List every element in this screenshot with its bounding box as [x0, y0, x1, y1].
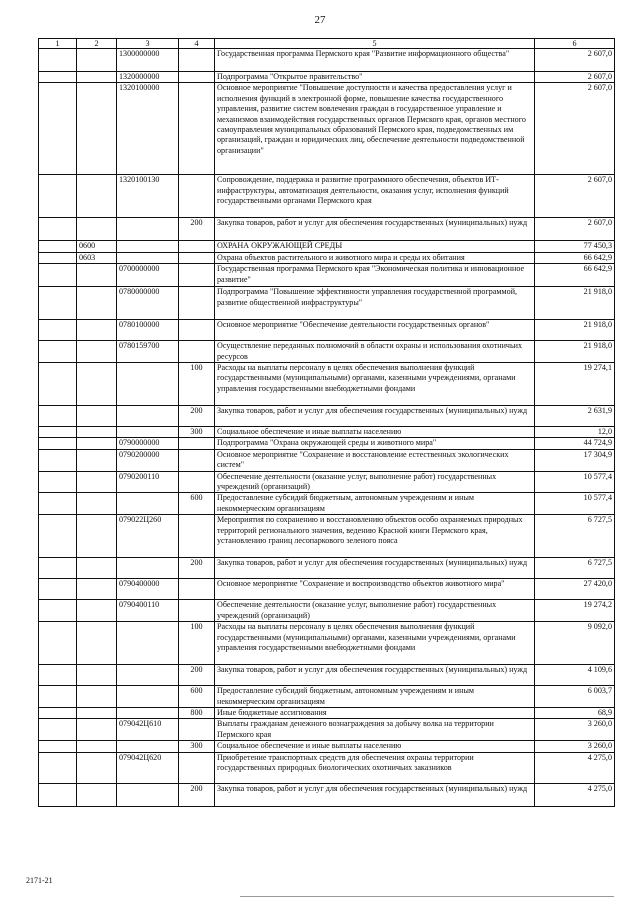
- table-row: [39, 741, 615, 752]
- cell-amount: 3 260,0: [535, 719, 615, 741]
- table-row: [39, 622, 615, 665]
- cell-expense-type: [179, 752, 215, 783]
- cell-target-code: [117, 622, 179, 665]
- cell-target-code: [117, 493, 179, 515]
- cell-name: Государственная программа Пермского края "Развитие информационного общества": [215, 49, 535, 72]
- bottom-rule: [240, 896, 614, 897]
- cell-amount: 4 109,6: [535, 665, 615, 686]
- cell-expense-type: [179, 438, 215, 449]
- table-row: [39, 783, 615, 806]
- cell-col1: [39, 264, 77, 287]
- cell-name: Социальное обеспечение и иные выплаты населению: [215, 741, 535, 752]
- cell-expense-type: [179, 341, 215, 363]
- column-header-row: [39, 39, 615, 49]
- cell-target-code: 079042Ц620: [117, 752, 179, 783]
- cell-amount: 2 607,0: [535, 218, 615, 241]
- cell-amount: 66 642,9: [535, 264, 615, 287]
- cell-col1: [39, 175, 77, 218]
- cell-expense-type: 100: [179, 622, 215, 665]
- cell-amount: 6 727,5: [535, 558, 615, 579]
- cell-expense-type: [179, 719, 215, 741]
- cell-target-code: 1320000000: [117, 72, 179, 83]
- table-row: [39, 438, 615, 449]
- table-row: [39, 427, 615, 438]
- table-row: [39, 83, 615, 175]
- cell-target-code: 0790200110: [117, 471, 179, 493]
- cell-target-code: [117, 241, 179, 252]
- cell-name: Социальное обеспечение и иные выплаты населению: [215, 427, 535, 438]
- table-row: [39, 241, 615, 252]
- table-row: [39, 493, 615, 515]
- cell-expense-type: 100: [179, 363, 215, 406]
- table-row: [39, 515, 615, 558]
- cell-amount: 44 724,9: [535, 438, 615, 449]
- cell-name: Основное мероприятие "Повышение доступности и качества предоставления услуг и исполнения функций в электронной форме, повышение качества государственного управления, развитие систем вовлечения граждан в государственное управление и механизмов взаимодействия государственных органов Пермского края, органов местного самоуправления муниципальных образований Пермского края, подведомственных им организаций, граждан и юридических лиц, обеспечение деятельности подведомственной организации": [215, 83, 535, 175]
- cell-expense-type: 200: [179, 218, 215, 241]
- column-header: 4: [179, 39, 215, 49]
- cell-section: [77, 741, 117, 752]
- cell-section: [77, 83, 117, 175]
- cell-col1: [39, 515, 77, 558]
- cell-name: Подпрограмма "Охрана окружающей среды и животного мира": [215, 438, 535, 449]
- cell-col1: [39, 741, 77, 752]
- cell-name: Закупка товаров, работ и услуг для обеспечения государственных (муниципальных) нужд: [215, 783, 535, 806]
- cell-section: [77, 320, 117, 341]
- cell-section: [77, 264, 117, 287]
- cell-name: Подпрограмма "Открытое правительство": [215, 72, 535, 83]
- cell-expense-type: [179, 264, 215, 287]
- cell-amount: 2 607,0: [535, 49, 615, 72]
- table-row: [39, 600, 615, 622]
- table-row: [39, 707, 615, 718]
- cell-col1: [39, 252, 77, 263]
- cell-expense-type: 200: [179, 406, 215, 427]
- cell-col1: [39, 287, 77, 320]
- table-row: [39, 49, 615, 72]
- cell-col1: [39, 449, 77, 471]
- cell-amount: 10 577,4: [535, 471, 615, 493]
- cell-name: Основное мероприятие "Сохранение и восстановление естественных экологических систем": [215, 449, 535, 471]
- cell-name: Приобретение транспортных средств для обеспечения охраны территории государственных природных биологических охотничьих заказников: [215, 752, 535, 783]
- cell-name: Расходы на выплаты персоналу в целях обеспечения выполнения функций государственными (муниципальными) органами, казенными учреждениями, органами управления государственными внебюджетными фондами: [215, 363, 535, 406]
- cell-name: Расходы на выплаты персоналу в целях обеспечения выполнения функций государственными (муниципальными) органами, казенными учреждениями, органами управления государственными внебюджетными фондами: [215, 622, 535, 665]
- cell-expense-type: [179, 287, 215, 320]
- cell-section: [77, 218, 117, 241]
- cell-col1: [39, 493, 77, 515]
- cell-expense-type: [179, 252, 215, 263]
- cell-name: Охрана объектов растительного и животного мира и среды их обитания: [215, 252, 535, 263]
- cell-col1: [39, 427, 77, 438]
- cell-expense-type: 600: [179, 686, 215, 708]
- cell-section: [77, 622, 117, 665]
- cell-amount: 10 577,4: [535, 493, 615, 515]
- table-row: [39, 218, 615, 241]
- cell-amount: 6 003,7: [535, 686, 615, 708]
- cell-expense-type: [179, 515, 215, 558]
- cell-target-code: 0790200000: [117, 449, 179, 471]
- cell-name: Выплаты гражданам денежного вознаграждения за добычу волка на территории Пермского края: [215, 719, 535, 741]
- cell-target-code: 0780100000: [117, 320, 179, 341]
- cell-target-code: 0700000000: [117, 264, 179, 287]
- cell-col1: [39, 558, 77, 579]
- cell-section: [77, 287, 117, 320]
- cell-section: [77, 72, 117, 83]
- page-number: 27: [314, 14, 326, 26]
- cell-target-code: [117, 218, 179, 241]
- cell-section: [77, 783, 117, 806]
- cell-section: [77, 719, 117, 741]
- cell-name: Сопровождение, поддержка и развитие программного обеспечения, объектов ИТ-инфраструктуры, автоматизация деятельности, оказания услуг, исполнения функций государственными органами Пермского края: [215, 175, 535, 218]
- cell-section: [77, 579, 117, 600]
- cell-amount: 21 918,0: [535, 341, 615, 363]
- table-row: [39, 175, 615, 218]
- cell-amount: 66 642,9: [535, 252, 615, 263]
- cell-target-code: [117, 252, 179, 263]
- table-row: [39, 579, 615, 600]
- cell-name: Закупка товаров, работ и услуг для обеспечения государственных (муниципальных) нужд: [215, 406, 535, 427]
- cell-name: Мероприятия по сохранению и восстановлению объектов особо охраняемых природных территорий регионального значения, ведению Красной книги Пермского края, установлению границ лесопаркового зеленого пояса: [215, 515, 535, 558]
- cell-col1: [39, 49, 77, 72]
- cell-target-code: 1300000000: [117, 49, 179, 72]
- cell-section: [77, 471, 117, 493]
- table-row: [39, 471, 615, 493]
- cell-name: Осуществление переданных полномочий в области охраны и использования охотничьих ресурсов: [215, 341, 535, 363]
- cell-col1: [39, 600, 77, 622]
- cell-section: [77, 449, 117, 471]
- cell-name: Государственная программа Пермского края "Экономическая политика и инновационное развитие": [215, 264, 535, 287]
- table-row: [39, 363, 615, 406]
- cell-name: Закупка товаров, работ и услуг для обеспечения государственных (муниципальных) нужд: [215, 558, 535, 579]
- cell-target-code: [117, 741, 179, 752]
- cell-section: [77, 493, 117, 515]
- cell-expense-type: [179, 83, 215, 175]
- cell-col1: [39, 438, 77, 449]
- cell-target-code: [117, 707, 179, 718]
- cell-target-code: 079022Ц260: [117, 515, 179, 558]
- table-row: [39, 341, 615, 363]
- cell-name: Основное мероприятие "Обеспечение деятельности государственных органов": [215, 320, 535, 341]
- budget-table: [38, 38, 615, 807]
- cell-section: [77, 686, 117, 708]
- cell-amount: 12,0: [535, 427, 615, 438]
- cell-section: 0603: [77, 252, 117, 263]
- cell-col1: [39, 241, 77, 252]
- cell-section: [77, 406, 117, 427]
- cell-col1: [39, 707, 77, 718]
- cell-name: Обеспечение деятельности (оказание услуг, выполнение работ) государственных учреждений (организаций): [215, 600, 535, 622]
- column-header: 6: [535, 39, 615, 49]
- cell-col1: [39, 622, 77, 665]
- cell-name: Предоставление субсидий бюджетным, автономным учреждениям и иным некоммерческим организациям: [215, 493, 535, 515]
- cell-section: 0600: [77, 241, 117, 252]
- cell-col1: [39, 72, 77, 83]
- cell-col1: [39, 719, 77, 741]
- table-row: [39, 320, 615, 341]
- table-row: [39, 686, 615, 708]
- table-row: [39, 264, 615, 287]
- cell-col1: [39, 783, 77, 806]
- cell-amount: 2 607,0: [535, 83, 615, 175]
- cell-col1: [39, 665, 77, 686]
- cell-target-code: [117, 665, 179, 686]
- cell-target-code: 0780159700: [117, 341, 179, 363]
- cell-target-code: 0790400000: [117, 579, 179, 600]
- cell-name: Предоставление субсидий бюджетным, автономным учреждениям и иным некоммерческим организациям: [215, 686, 535, 708]
- cell-amount: 68,9: [535, 707, 615, 718]
- cell-section: [77, 175, 117, 218]
- cell-col1: [39, 218, 77, 241]
- cell-expense-type: [179, 241, 215, 252]
- cell-target-code: 1320100130: [117, 175, 179, 218]
- cell-section: [77, 558, 117, 579]
- cell-expense-type: [179, 449, 215, 471]
- cell-section: [77, 49, 117, 72]
- cell-expense-type: 200: [179, 783, 215, 806]
- cell-target-code: [117, 427, 179, 438]
- column-header: 5: [215, 39, 535, 49]
- cell-target-code: [117, 363, 179, 406]
- cell-amount: 17 304,9: [535, 449, 615, 471]
- cell-amount: 4 275,0: [535, 783, 615, 806]
- cell-col1: [39, 363, 77, 406]
- cell-amount: 19 274,1: [535, 363, 615, 406]
- cell-amount: 21 918,0: [535, 320, 615, 341]
- table-row: [39, 449, 615, 471]
- cell-col1: [39, 320, 77, 341]
- cell-target-code: [117, 686, 179, 708]
- cell-name: Подпрограмма "Повышение эффективности управления государственной программой, развитие общественной инфраструктуры": [215, 287, 535, 320]
- cell-expense-type: [179, 471, 215, 493]
- cell-target-code: 0790400110: [117, 600, 179, 622]
- column-header: 3: [117, 39, 179, 49]
- cell-expense-type: [179, 320, 215, 341]
- cell-target-code: [117, 558, 179, 579]
- cell-target-code: 079042Ц610: [117, 719, 179, 741]
- table-row: [39, 719, 615, 741]
- cell-target-code: 0780000000: [117, 287, 179, 320]
- cell-expense-type: 300: [179, 741, 215, 752]
- cell-col1: [39, 579, 77, 600]
- cell-name: ОХРАНА ОКРУЖАЮЩЕЙ СРЕДЫ: [215, 241, 535, 252]
- cell-col1: [39, 752, 77, 783]
- cell-amount: 27 420,0: [535, 579, 615, 600]
- cell-section: [77, 752, 117, 783]
- cell-amount: 9 092,0: [535, 622, 615, 665]
- document-code: 2171-21: [26, 876, 53, 885]
- cell-name: Обеспечение деятельности (оказание услуг, выполнение работ) государственных учреждений (организаций): [215, 471, 535, 493]
- cell-name: Основное мероприятие "Сохранение и воспроизводство объектов животного мира": [215, 579, 535, 600]
- cell-section: [77, 341, 117, 363]
- cell-amount: 77 450,3: [535, 241, 615, 252]
- table-row: [39, 752, 615, 783]
- cell-section: [77, 438, 117, 449]
- cell-expense-type: 300: [179, 427, 215, 438]
- table-row: [39, 558, 615, 579]
- cell-expense-type: 200: [179, 665, 215, 686]
- cell-section: [77, 515, 117, 558]
- cell-amount: 21 918,0: [535, 287, 615, 320]
- cell-amount: 4 275,0: [535, 752, 615, 783]
- cell-expense-type: 600: [179, 493, 215, 515]
- cell-col1: [39, 686, 77, 708]
- cell-amount: 6 727,5: [535, 515, 615, 558]
- table-row: [39, 665, 615, 686]
- cell-amount: 3 260,0: [535, 741, 615, 752]
- cell-section: [77, 707, 117, 718]
- table-row: [39, 287, 615, 320]
- table-row: [39, 72, 615, 83]
- table-row: [39, 252, 615, 263]
- column-header: 1: [39, 39, 77, 49]
- cell-amount: 19 274,2: [535, 600, 615, 622]
- cell-expense-type: [179, 579, 215, 600]
- cell-name: Иные бюджетные ассигнования: [215, 707, 535, 718]
- cell-expense-type: [179, 49, 215, 72]
- cell-section: [77, 363, 117, 406]
- cell-col1: [39, 83, 77, 175]
- column-header: 2: [77, 39, 117, 49]
- cell-amount: 2 607,0: [535, 175, 615, 218]
- cell-amount: 2 631,9: [535, 406, 615, 427]
- cell-target-code: [117, 406, 179, 427]
- cell-expense-type: [179, 72, 215, 83]
- cell-name: Закупка товаров, работ и услуг для обеспечения государственных (муниципальных) нужд: [215, 218, 535, 241]
- cell-target-code: [117, 783, 179, 806]
- cell-col1: [39, 341, 77, 363]
- cell-col1: [39, 406, 77, 427]
- cell-section: [77, 665, 117, 686]
- table-row: [39, 406, 615, 427]
- cell-amount: 2 607,0: [535, 72, 615, 83]
- cell-expense-type: 800: [179, 707, 215, 718]
- cell-col1: [39, 471, 77, 493]
- cell-expense-type: 200: [179, 558, 215, 579]
- cell-target-code: 0790000000: [117, 438, 179, 449]
- cell-section: [77, 600, 117, 622]
- cell-expense-type: [179, 600, 215, 622]
- cell-expense-type: [179, 175, 215, 218]
- cell-name: Закупка товаров, работ и услуг для обеспечения государственных (муниципальных) нужд: [215, 665, 535, 686]
- cell-section: [77, 427, 117, 438]
- cell-target-code: 1320100000: [117, 83, 179, 175]
